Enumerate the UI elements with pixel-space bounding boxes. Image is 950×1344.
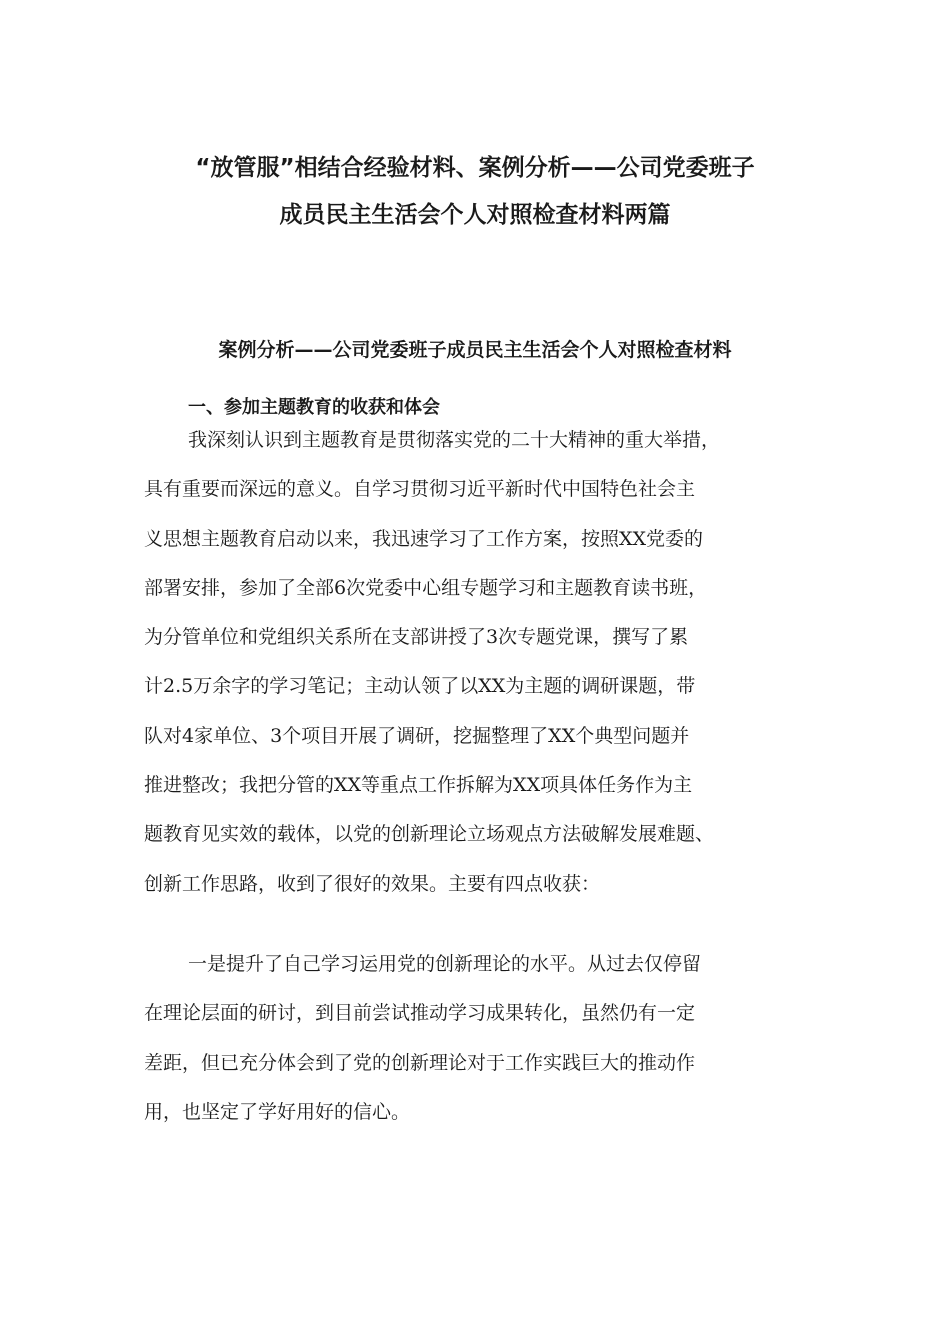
paragraph-1-line: 我深刻认识到主题教育是贯彻落实党的二十大精神的重大举措， bbox=[188, 429, 721, 451]
section-title: 案例分析——公司党委班子成员民主生活会个人对照检查材料 bbox=[218, 339, 732, 361]
paragraph-1-line: 义思想主题教育启动以来，我迅速学习了工作方案，按照XX党委的 bbox=[144, 527, 704, 550]
heading-part-one: 一、参加主题教育的收获和体会 bbox=[188, 397, 440, 418]
paragraph-2-line: 在理论层面的研讨，到目前尝试推动学习成果转化，虽然仍有一定 bbox=[144, 1002, 696, 1025]
paragraph-1-line: 队对4家单位、3个项目开展了调研，挖掘整理了XX个典型问题并 bbox=[144, 724, 690, 747]
paragraph-2 bbox=[144, 940, 814, 1137]
paragraph-2-line: 用，也坚定了学好用好的信心。 bbox=[144, 1100, 411, 1123]
paragraph-1-line: 计2.5万余字的学习笔记；主动认领了以XX为主题的调研课题，带 bbox=[144, 675, 696, 698]
paragraph-1-line: 为分管单位和党组织关系所在支部讲授了3次专题党课，撰写了累 bbox=[144, 626, 689, 649]
document-title-line-2: 成员民主生活会个人对照检查材料两篇 bbox=[279, 202, 671, 228]
paragraph-2-line: 一是提升了自己学习运用党的创新理论的水平。从过去仅停留 bbox=[188, 953, 702, 975]
paragraph-1-line: 推进整改；我把分管的XX等重点工作拆解为XX项具体任务作为主 bbox=[144, 774, 693, 797]
paragraph-1 bbox=[144, 416, 814, 909]
paragraph-2-line: 差距，但已充分体会到了党的创新理论对于工作实践巨大的推动作 bbox=[144, 1051, 696, 1074]
paragraph-1-line: 创新工作思路，收到了很好的效果。主要有四点收获： bbox=[144, 872, 601, 895]
document-title bbox=[100, 145, 850, 239]
paragraph-1-line: 具有重要而深远的意义。自学习贯彻习近平新时代中国特色社会主 bbox=[144, 478, 696, 501]
paragraph-1-line: 题教育见实效的载体，以党的创新理论立场观点方法破解发展难题、 bbox=[144, 823, 715, 846]
paragraph-1-line: 部署安排，参加了全部6次党委中心组专题学习和主题教育读书班， bbox=[144, 576, 708, 599]
document-title-line-1: “放管服”相结合经验材料、案例分析——公司党委班子 bbox=[195, 155, 755, 181]
